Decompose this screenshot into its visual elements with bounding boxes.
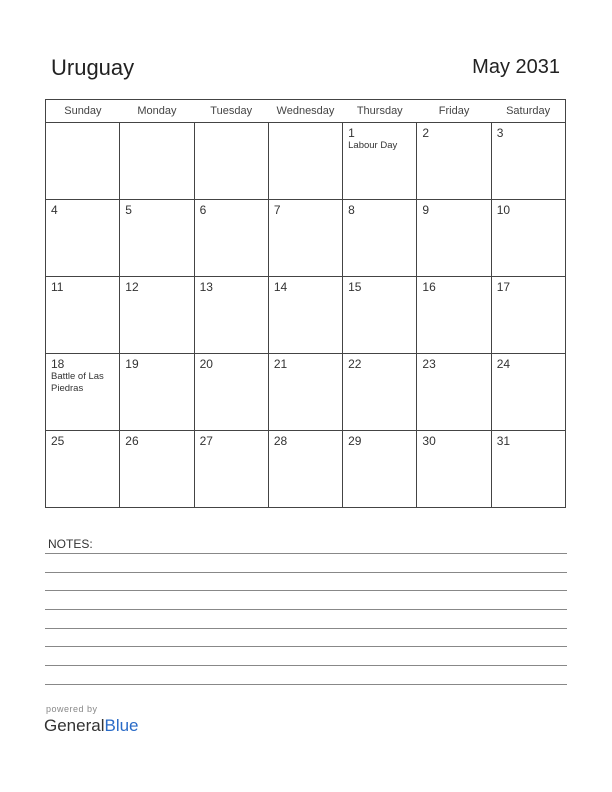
weekday-header: Monday bbox=[120, 100, 194, 123]
note-line bbox=[45, 628, 567, 629]
holiday-label: Labour Day bbox=[348, 140, 398, 151]
day-cell bbox=[417, 123, 491, 200]
week-row bbox=[46, 354, 566, 431]
day-number: 28 bbox=[273, 434, 288, 448]
day-cell bbox=[491, 431, 565, 508]
country-title: Uruguay bbox=[51, 55, 135, 80]
day-number: 30 bbox=[422, 434, 436, 448]
day-cell bbox=[46, 123, 120, 200]
weekday-header: Thursday bbox=[343, 100, 417, 123]
day-cell bbox=[120, 354, 194, 431]
day-number: 14 bbox=[273, 280, 288, 294]
day-number: 25 bbox=[51, 434, 65, 448]
day-cell bbox=[268, 277, 342, 354]
day-cell bbox=[343, 200, 417, 277]
holiday-label: Battle of Las Piedras bbox=[51, 371, 104, 394]
note-line bbox=[45, 572, 567, 573]
day-cell bbox=[194, 123, 268, 200]
day-number: 6 bbox=[199, 203, 207, 217]
day-number: 12 bbox=[125, 280, 139, 294]
day-number: 7 bbox=[273, 203, 281, 217]
day-number: 31 bbox=[496, 434, 511, 448]
brand-logo bbox=[44, 716, 139, 736]
day-cell bbox=[46, 431, 120, 508]
day-number: 27 bbox=[199, 434, 213, 448]
day-cell bbox=[46, 277, 120, 354]
day-number: 17 bbox=[496, 280, 511, 294]
weekday-header-row bbox=[46, 100, 566, 123]
note-line bbox=[45, 590, 567, 591]
day-cell bbox=[417, 277, 491, 354]
week-row bbox=[46, 431, 566, 508]
weekday-header: Sunday bbox=[46, 100, 120, 123]
day-cell bbox=[491, 277, 565, 354]
day-number: 3 bbox=[496, 126, 504, 140]
day-number: 2 bbox=[422, 126, 430, 140]
note-line bbox=[45, 646, 567, 647]
brand-blue: Blue bbox=[104, 716, 139, 735]
notes-label: NOTES: bbox=[48, 537, 93, 551]
day-cell bbox=[343, 123, 417, 200]
note-line bbox=[45, 609, 567, 610]
day-cell bbox=[343, 277, 417, 354]
day-cell bbox=[194, 277, 268, 354]
month-year-title: May 2031 bbox=[472, 56, 560, 78]
day-cell bbox=[491, 200, 565, 277]
note-line bbox=[45, 665, 567, 666]
calendar-grid bbox=[45, 99, 566, 508]
day-number: 1 bbox=[348, 126, 355, 140]
weekday-header: Wednesday bbox=[268, 100, 342, 123]
day-cell bbox=[120, 431, 194, 508]
day-cell bbox=[417, 200, 491, 277]
day-number: 9 bbox=[422, 203, 430, 217]
day-number: 29 bbox=[348, 434, 362, 448]
day-number: 22 bbox=[348, 357, 362, 371]
day-number: 4 bbox=[51, 203, 58, 217]
day-cell bbox=[46, 354, 120, 431]
day-number: 10 bbox=[496, 203, 511, 217]
day-number: 8 bbox=[348, 203, 355, 217]
day-cell bbox=[343, 354, 417, 431]
note-line bbox=[45, 684, 567, 685]
day-cell bbox=[268, 123, 342, 200]
day-cell bbox=[417, 354, 491, 431]
day-number: 11 bbox=[51, 280, 64, 294]
day-cell bbox=[268, 200, 342, 277]
note-line bbox=[45, 553, 567, 554]
day-number: 19 bbox=[125, 357, 139, 371]
day-cell bbox=[120, 123, 194, 200]
day-number: 15 bbox=[348, 280, 362, 294]
day-cell bbox=[268, 431, 342, 508]
week-row bbox=[46, 200, 566, 277]
day-number: 21 bbox=[273, 357, 288, 371]
day-cell bbox=[268, 354, 342, 431]
day-number: 23 bbox=[422, 357, 436, 371]
day-number: 24 bbox=[496, 357, 511, 371]
day-number: 16 bbox=[422, 280, 436, 294]
day-cell bbox=[194, 354, 268, 431]
week-row bbox=[46, 123, 566, 200]
weekday-header: Saturday bbox=[491, 100, 565, 123]
day-cell bbox=[120, 200, 194, 277]
day-number: 13 bbox=[199, 280, 213, 294]
day-number: 20 bbox=[199, 357, 213, 371]
brand-general: General bbox=[44, 716, 105, 735]
day-cell bbox=[194, 200, 268, 277]
weekday-header: Tuesday bbox=[194, 100, 268, 123]
day-cell bbox=[417, 431, 491, 508]
day-number: 5 bbox=[125, 203, 132, 217]
week-row bbox=[46, 277, 566, 354]
day-cell bbox=[343, 431, 417, 508]
weekday-header: Friday bbox=[417, 100, 491, 123]
day-cell bbox=[46, 200, 120, 277]
day-cell bbox=[194, 431, 268, 508]
powered-by-text: powered by bbox=[46, 704, 98, 714]
day-cell bbox=[491, 123, 565, 200]
day-number: 18 bbox=[51, 357, 65, 371]
day-cell bbox=[491, 354, 565, 431]
day-cell bbox=[120, 277, 194, 354]
day-number: 26 bbox=[125, 434, 139, 448]
